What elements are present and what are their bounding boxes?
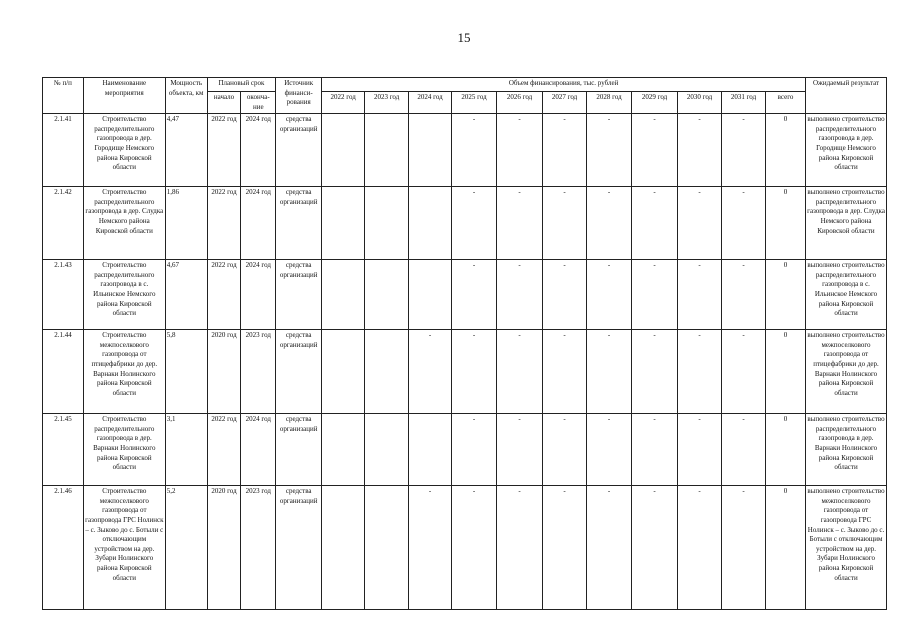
table-row	[43, 330, 887, 414]
cell-source: средства организаций	[276, 114, 322, 187]
cell-value: -	[452, 187, 497, 260]
cell-value: -	[632, 260, 678, 330]
cell-capacity: 4,47	[165, 114, 207, 187]
cell-value: -	[722, 486, 766, 610]
cell-value: -	[409, 486, 452, 610]
cell-value: -	[722, 187, 766, 260]
cell-value: -	[678, 486, 722, 610]
cell-total: 0	[766, 414, 806, 486]
cell-value	[365, 330, 409, 414]
cell-value: -	[543, 260, 587, 330]
cell-start: 2022 год	[207, 187, 241, 260]
header-year: 2026 год	[497, 92, 543, 114]
header-capacity: Мощность объекта, км	[165, 78, 207, 114]
cell-source: средства организаций	[276, 260, 322, 330]
cell-value	[322, 260, 365, 330]
cell-value: -	[587, 260, 632, 330]
cell-name: Строительство распределительного газопровода в дер. Городище Немского района Кировской области	[83, 114, 165, 187]
cell-result: выполнено строительство распределительного газопровода в дер. Варнаки Нолинского района Кировской области	[806, 414, 887, 486]
cell-num: 2.1.44	[43, 330, 84, 414]
cell-capacity: 5,8	[165, 330, 207, 414]
cell-value: -	[678, 414, 722, 486]
funding-table	[42, 77, 887, 610]
table-row	[43, 260, 887, 330]
cell-result: выполнено строительство распределительного газопровода в с. Ильинское Немского района Кировской области	[806, 260, 887, 330]
cell-value: -	[452, 260, 497, 330]
cell-value: -	[587, 486, 632, 610]
header-year: 2031 год	[722, 92, 766, 114]
cell-value: -	[678, 114, 722, 187]
cell-value: -	[632, 114, 678, 187]
cell-start: 2022 год	[207, 260, 241, 330]
cell-value: -	[587, 330, 632, 414]
header-start: начало	[207, 92, 241, 114]
cell-num: 2.1.46	[43, 486, 84, 610]
cell-value: -	[722, 114, 766, 187]
cell-value: -	[452, 330, 497, 414]
cell-name: Строительство межпоселкового газопровода от газопровода ГРС Нолинск – с. Зыково до с. Ботыли с отключающим устройством на дер. Зубари Нолинского района Кировской области	[83, 486, 165, 610]
header-total: всего	[766, 92, 806, 114]
table-row	[43, 414, 887, 486]
cell-value: -	[497, 187, 543, 260]
cell-source: средства организаций	[276, 187, 322, 260]
cell-value	[409, 114, 452, 187]
cell-total: 0	[766, 114, 806, 187]
cell-value: -	[722, 414, 766, 486]
page-number: 15	[457, 30, 471, 45]
cell-value	[365, 187, 409, 260]
header-year: 2023 год	[365, 92, 409, 114]
cell-value: -	[497, 414, 543, 486]
cell-num: 2.1.43	[43, 260, 84, 330]
cell-num: 2.1.45	[43, 414, 84, 486]
header-end: оконча-ние	[241, 92, 276, 114]
cell-start: 2022 год	[207, 114, 241, 187]
cell-num: 2.1.41	[43, 114, 84, 187]
cell-value: -	[543, 486, 587, 610]
header-year: 2028 год	[587, 92, 632, 114]
table-row	[43, 114, 887, 187]
cell-name: Строительство межпоселкового газопровода от птицефабрики до дер. Варнаки Нолинского района Кировской области	[83, 330, 165, 414]
cell-value	[322, 187, 365, 260]
cell-value	[322, 486, 365, 610]
cell-total: 0	[766, 260, 806, 330]
cell-name: Строительство распределительного газопровода в дер. Варнаки Нолинского района Кировской области	[83, 414, 165, 486]
cell-value: -	[452, 486, 497, 610]
cell-total: 0	[766, 330, 806, 414]
cell-capacity: 5,2	[165, 486, 207, 610]
cell-value: -	[497, 330, 543, 414]
cell-capacity: 4,67	[165, 260, 207, 330]
header-num: № п/п	[43, 78, 84, 114]
cell-value	[409, 187, 452, 260]
cell-total: 0	[766, 187, 806, 260]
cell-value: -	[678, 330, 722, 414]
table-row	[43, 486, 887, 610]
cell-name: Строительство распределительного газопровода в дер. Слудка Немского района Кировской области	[83, 187, 165, 260]
header-year: 2027 год	[543, 92, 587, 114]
cell-value	[322, 114, 365, 187]
cell-value: -	[632, 187, 678, 260]
cell-value	[409, 260, 452, 330]
cell-end: 2024 год	[241, 187, 276, 260]
cell-start: 2022 год	[207, 414, 241, 486]
cell-result: выполнено строительство распределительного газопровода в дер. Слудка Немского района Кировской области	[806, 187, 887, 260]
cell-source: средства организаций	[276, 486, 322, 610]
cell-value: -	[409, 330, 452, 414]
cell-value: -	[722, 260, 766, 330]
cell-value	[409, 414, 452, 486]
cell-end: 2023 год	[241, 486, 276, 610]
cell-result: выполнено строительство распределительного газопровода в дер. Городище Немского района Кировской области	[806, 114, 887, 187]
cell-num: 2.1.42	[43, 187, 84, 260]
header-year: 2024 год	[409, 92, 452, 114]
cell-value: -	[497, 114, 543, 187]
cell-value: -	[452, 114, 497, 187]
header-funding: Объем финансирования, тыс. рублей	[322, 78, 806, 92]
cell-capacity: 1,86	[165, 187, 207, 260]
cell-value: -	[587, 114, 632, 187]
cell-value: -	[543, 187, 587, 260]
cell-end: 2024 год	[241, 114, 276, 187]
header-year: 2029 год	[632, 92, 678, 114]
cell-value: -	[543, 114, 587, 187]
cell-result: выполнено строительство межпоселкового газопровода от птицефабрики до дер. Варнаки Нолинского района Кировской области	[806, 330, 887, 414]
cell-value	[365, 414, 409, 486]
cell-value: -	[543, 414, 587, 486]
header-name: Наименование мероприятия	[83, 78, 165, 114]
cell-value: -	[543, 330, 587, 414]
cell-value: -	[587, 414, 632, 486]
cell-start: 2020 год	[207, 330, 241, 414]
cell-value	[322, 330, 365, 414]
table-row	[43, 187, 887, 260]
cell-end: 2024 год	[241, 260, 276, 330]
cell-value: -	[587, 187, 632, 260]
cell-value: -	[632, 330, 678, 414]
cell-source: средства организаций	[276, 330, 322, 414]
cell-value: -	[497, 260, 543, 330]
cell-value: -	[632, 414, 678, 486]
cell-end: 2023 год	[241, 330, 276, 414]
cell-value: -	[722, 330, 766, 414]
cell-value	[322, 414, 365, 486]
header-year: 2025 год	[452, 92, 497, 114]
cell-end: 2024 год	[241, 414, 276, 486]
header-result: Ожидаемый результат	[806, 78, 887, 114]
cell-value: -	[678, 187, 722, 260]
header-year: 2022 год	[322, 92, 365, 114]
cell-value: -	[632, 486, 678, 610]
cell-value: -	[678, 260, 722, 330]
cell-source: средства организаций	[276, 414, 322, 486]
cell-value	[365, 114, 409, 187]
cell-total: 0	[766, 486, 806, 610]
cell-result: выполнено строительство межпоселкового газопровода от газопровода ГРС Нолинск – с. Зыково до с. Ботыли с отключающим устройством на дер. Зубари Нолинского района Кировской области	[806, 486, 887, 610]
cell-value: -	[497, 486, 543, 610]
header-source: Источник финанси-рования	[276, 78, 322, 114]
cell-value	[365, 486, 409, 610]
cell-start: 2020 год	[207, 486, 241, 610]
header-year: 2030 год	[678, 92, 722, 114]
cell-name: Строительство распределительного газопровода в с. Ильинское Немского района Кировской области	[83, 260, 165, 330]
cell-capacity: 3,1	[165, 414, 207, 486]
cell-value: -	[452, 414, 497, 486]
cell-value	[365, 260, 409, 330]
header-plan: Плановый срок	[207, 78, 276, 92]
